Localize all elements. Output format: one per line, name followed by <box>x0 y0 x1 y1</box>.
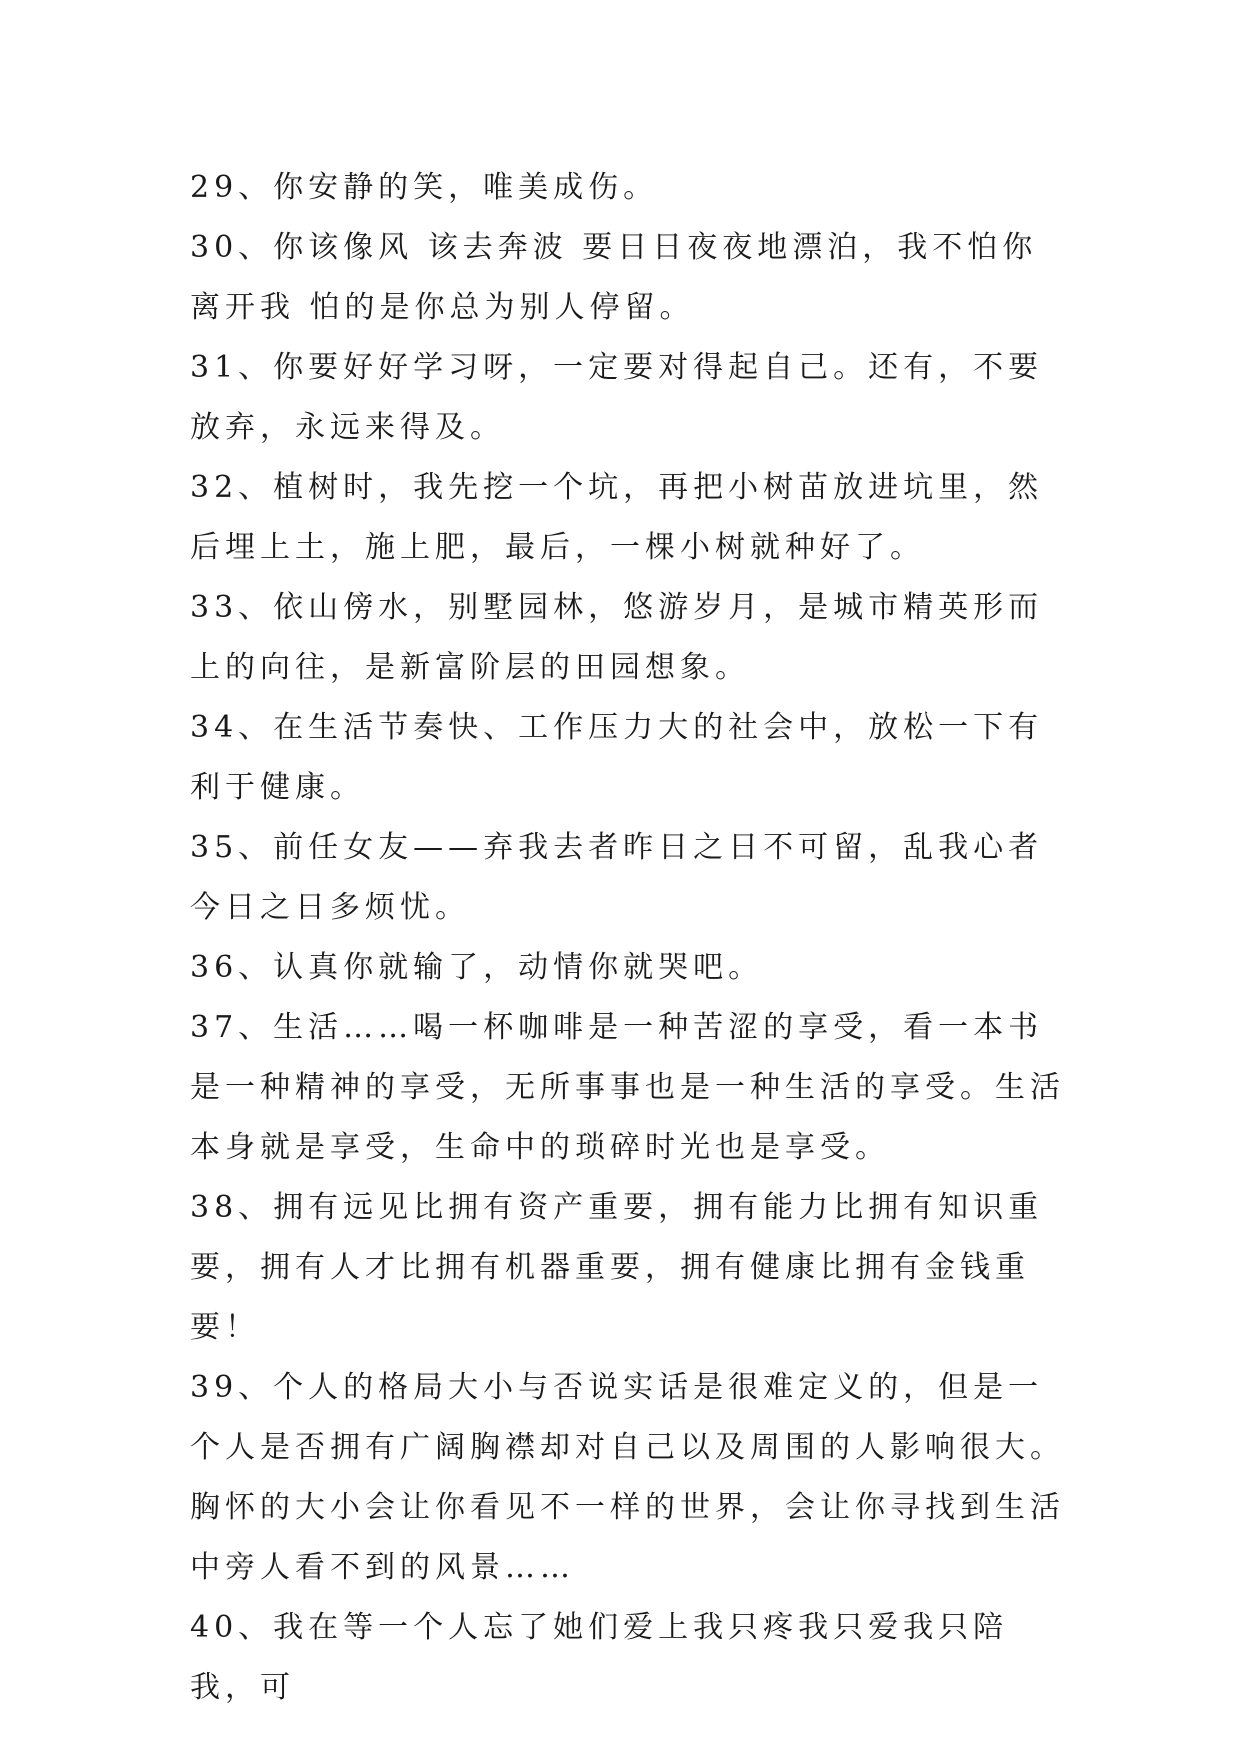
entry-37: 37、生活……喝一杯咖啡是一种苦涩的享受，看一本书是一种精神的享受，无所事事也是一种生活的享受。生活本身就是享受，生命中的琐碎时光也是享受。 <box>190 1010 1065 1165</box>
entry-38: 38、拥有远见比拥有资产重要，拥有能力比拥有知识重要，拥有人才比拥有机器重要，拥有健康比拥有金钱重要！ <box>190 1190 1044 1345</box>
entry-35: 35、前任女友——弃我去者昨日之日不可留，乱我心者今日之日多烦忧。 <box>190 830 1044 925</box>
entry-40: 40、我在等一个人忘了她们爱上我只疼我只爱我只陪我，可 <box>190 1610 1009 1705</box>
entry-29: 29、你安静的笑，唯美成伤。 <box>190 170 659 205</box>
entry-33: 33、依山傍水，别墅园林，悠游岁月，是城市精英形而上的向往，是新富阶层的田园想象。 <box>190 590 1044 685</box>
entry-31: 31、你要好好学习呀，一定要对得起自己。还有，不要放弃，永远来得及。 <box>190 350 1044 445</box>
entry-36: 36、认真你就输了，动情你就哭吧。 <box>190 950 764 985</box>
entry-32: 32、植树时，我先挖一个坑，再把小树苗放进坑里，然后埋上土，施上肥，最后，一棵小树就种好了。 <box>190 470 1044 565</box>
entry-30: 30、你该像风 该去奔波 要日日夜夜地漂泊，我不怕你离开我 怕的是你总为别人停留。 <box>190 230 1038 325</box>
entry-34: 34、在生活节奏快、工作压力大的社会中，放松一下有利于健康。 <box>190 710 1044 805</box>
entry-39: 39、个人的格局大小与否说实话是很难定义的，但是一个人是否拥有广阔胸襟却对自己以及周围的人影响很大。胸怀的大小会让你看见不一样的世界，会让你寻找到生活中旁人看不到的风景…… <box>190 1370 1065 1585</box>
document-body <box>190 158 1070 1718</box>
